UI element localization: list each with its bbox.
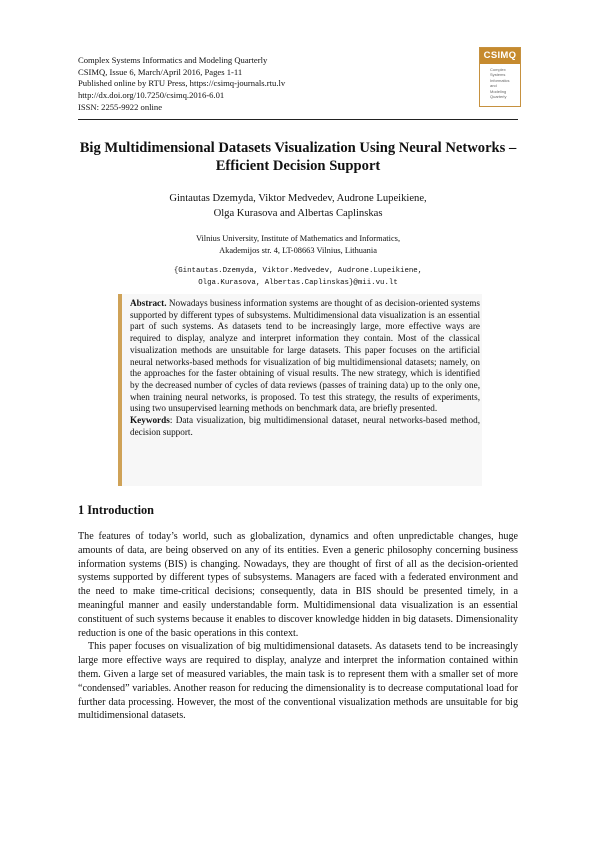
section-number: 1 — [78, 503, 85, 517]
emails-line-2: Olga.Kurasova, Albertas.Caplinskas}@mii.vu.lt — [198, 278, 398, 287]
section-heading — [78, 503, 154, 518]
paragraph: This paper focuses on visualization of big multidimensional datasets. As datasets tend to be increasingly large more effective ways are required to display, analyze and interpret the information contained within them. Given a large set of measured variables, the main task is to represent them with a smaller set of more “condensed” variables. Another reason for reducing the dimensionality is to decrease computational load for further data processing. However, the most of the conventional visualization methods are unsuitable for big multidimensional datasets. — [78, 641, 518, 722]
paper-title: Big Multidimensional Datasets Visualization Using Neural Networks – Efficient Decision Support — [79, 140, 517, 174]
logo-subtitle: Complex Systems Informatics and Modeling Quarterly — [490, 67, 510, 100]
affiliation-line-1: Vilnius University, Institute of Mathematics and Informatics, — [195, 234, 401, 243]
doi-link[interactable]: http://dx.doi.org/10.7250/csimq.2016-6.01 — [78, 90, 225, 101]
csimq-logo — [479, 47, 521, 107]
keywords-label: Keywords — [130, 415, 170, 426]
affiliation-line-2: Akademijos str. 4, LT-08663 Vilnius, Lithuania — [219, 245, 377, 255]
keywords-text: : Data visualization, big multidimensional dataset, neural networks-based method, decision support. — [130, 415, 480, 437]
author-emails — [78, 266, 518, 289]
journal-name: Complex Systems Informatics and Modeling Quarterly — [78, 55, 268, 65]
abstract-text: Nowadays business information systems are thought of as decision-oriented systems supported by different types of subsystems. Multidimensional data visualization is an essential part of such systems. As datasets tend to be increasingly large, more effective ways are required to display, analyze and interpret information they contain. Most of the classical visualization methods are unsuitable for large datasets. This paper focuses on the artificial neural networks-based methods for visualization of big multidimensional datasets; namely, on the approaches for the faster obtaining of visual results. The new strategy, which is identified by the decreased number of cycles of data reviews (passes of training data) up to the only one, when training neural networks, is proposed. To test this strategy, the results of experiments, using two unsupervised learning methods on benchmark data, are briefly presented. — [130, 298, 481, 414]
issue-info: CSIMQ, Issue 6, March/April 2016, Pages 1-11 — [78, 66, 243, 77]
journal-header — [78, 55, 285, 114]
authors-line-1: Gintautas Dzemyda, Viktor Medvedev, Audrone Lupeikiene, — [169, 193, 427, 204]
header-divider — [78, 119, 518, 120]
emails-line-1: {Gintautas.Dzemyda, Viktor.Medvedev, Audrone.Lupeikiene, — [173, 267, 423, 275]
body-text — [78, 530, 518, 723]
section-title: Introduction — [87, 503, 154, 517]
abstract-label: Abstract. — [130, 298, 167, 308]
publisher-info[interactable]: Published online by RTU Press, https://csimq-journals.rtu.lv — [78, 78, 286, 89]
authors-line-2: Olga Kurasova and Albertas Caplinskas — [213, 208, 383, 219]
author-list — [78, 191, 518, 221]
logo-text: CSIMQ — [480, 48, 520, 64]
abstract — [130, 298, 480, 438]
affiliation — [78, 233, 518, 256]
paragraph: The features of today’s world, such as globalization, dynamics and often unpredictable changes, huge amounts of data, are being observed on any of its entities. Even a generic philosophy concerning business information systems (BIS) is changing. Nowadays, they are thought of first of all as the decision-oriented systems supported by different types of subsystems. Managers are faced with a federated environment and the need to make time-critical decisions; consequently, data in BIS should be presented timely, in a meaningful manner and easily understandable form. Multidimensional data visualization is an essential constituent of such systems because it enables to discover knowledge hidden in big datasets. Dimensionality reduction is one of the basic operations in this context. — [78, 531, 518, 639]
issn: ISSN: 2255-9922 online — [78, 101, 163, 112]
